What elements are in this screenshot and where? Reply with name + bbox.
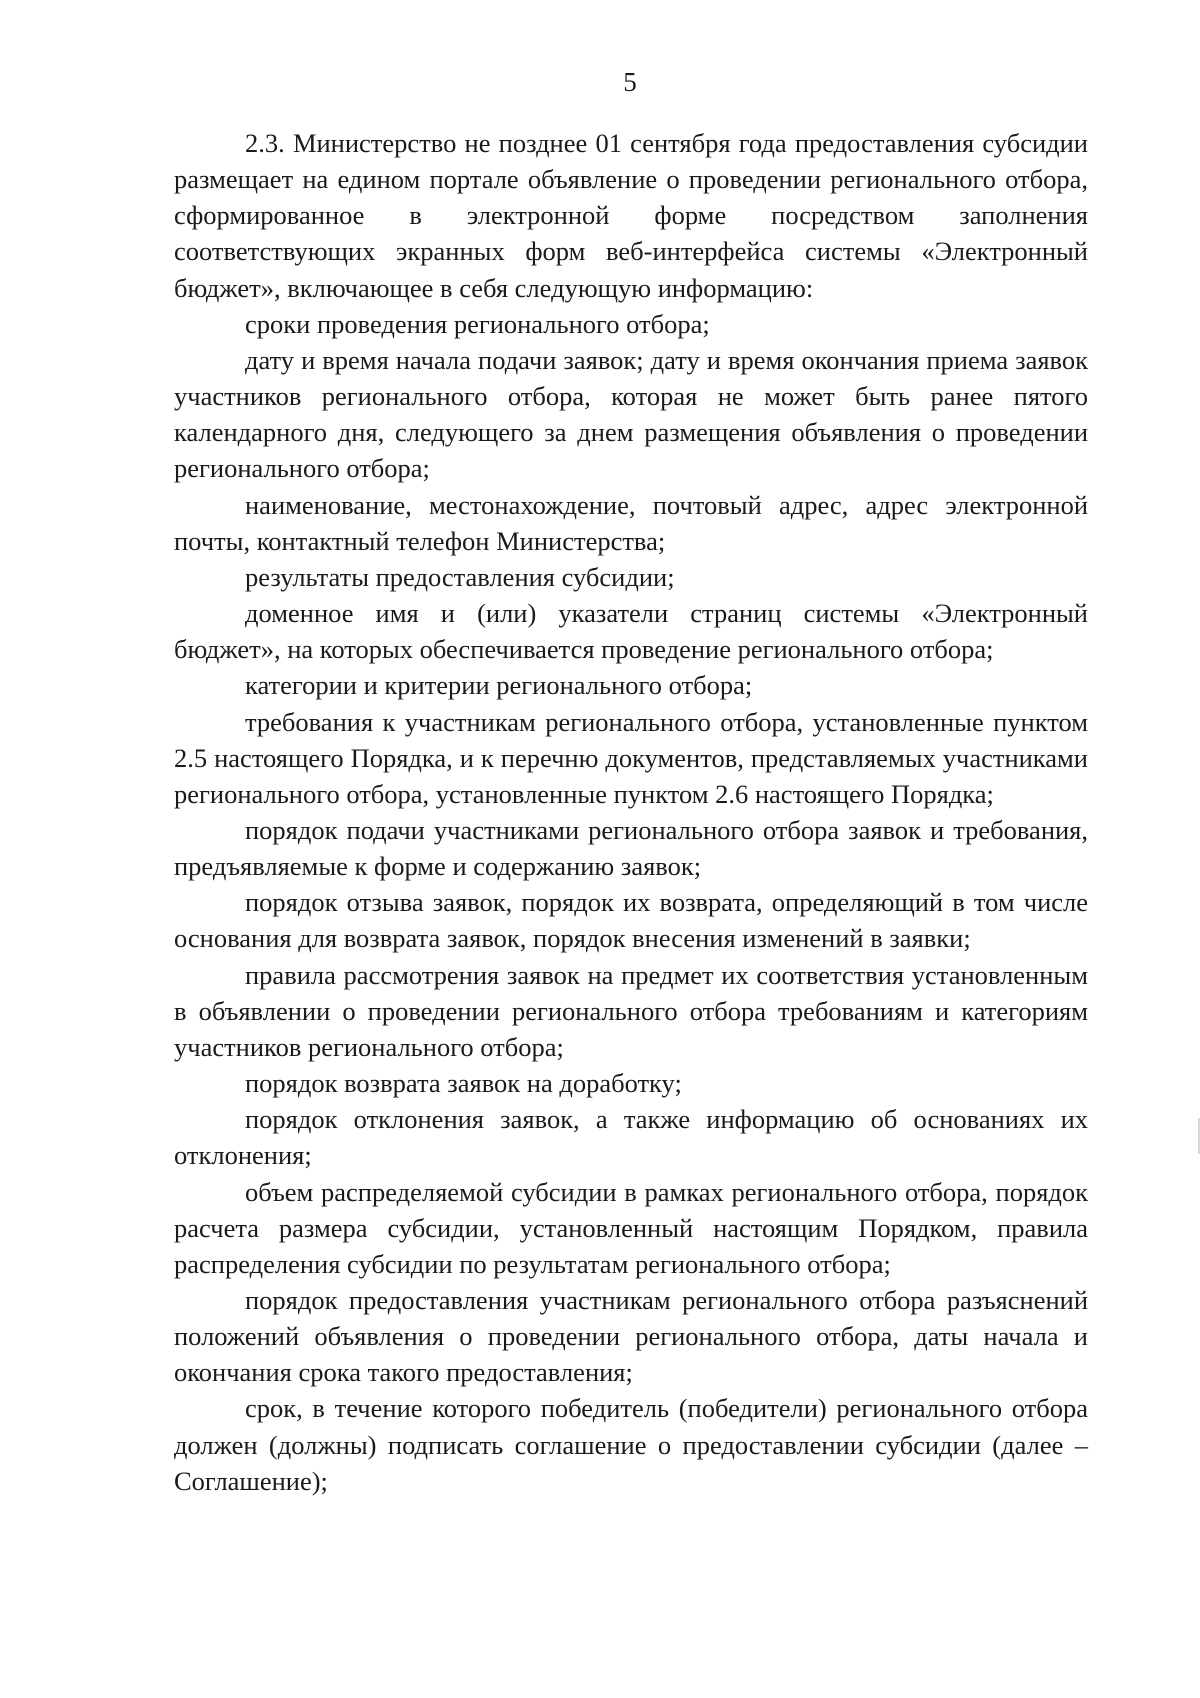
list-item-clarifications: порядок предоставления участникам регионального отбора разъяснений положений объявления о проведении регионального отбора, даты начала и окончания срока такого предоставления; <box>174 1285 1088 1388</box>
list-item-application-dates: дату и время начала подачи заявок; дату и время окончания приема заявок участников регионального отбора, которая не может быть ранее пятого календарного дня, следующего за днем размещения объявления о проведении регионального отбора; <box>174 344 1088 484</box>
list-item-subsidy-results: результаты предоставления субсидии; <box>245 561 675 592</box>
list-item-withdrawal-procedure: порядок отзыва заявок, порядок их возврата, определяющий в том числе основания для возврата заявок, порядок внесения изменений в заявки; <box>174 887 1088 954</box>
document-body <box>174 125 1088 1499</box>
list-item-return-for-revision: порядок возврата заявок на доработку; <box>245 1068 682 1099</box>
list-item-submission-procedure: порядок подачи участниками регионального отбора заявок и требования, предъявляемые к форме и содержанию заявок; <box>174 814 1088 882</box>
list-item-agreement-deadline: срок, в течение которого победитель (победители) регионального отбора должен (должны) подписать соглашение о предоставлении субсидии (далее – Соглашение); <box>174 1393 1088 1496</box>
list-item-ministry-contacts: наименование, местонахождение, почтовый адрес, адрес электронной почты, контактный телефон Министерства; <box>174 489 1088 556</box>
page-number: 5 <box>623 67 637 97</box>
list-item-categories-criteria: категории и критерии регионального отбора; <box>245 670 753 701</box>
list-item-rejection-procedure: порядок отклонения заявок, а также информацию об основаниях их отклонения; <box>174 1104 1088 1171</box>
list-item-selection-terms: сроки проведения регионального отбора; <box>245 308 710 339</box>
list-item-review-rules: правила рассмотрения заявок на предмет их соответствия установленным в объявлении о проведении регионального отбора требованиям и категориям участников регионального отбора; <box>174 959 1088 1062</box>
list-item-participant-requirements: требования к участникам регионального отбора, установленные пунктом 2.5 настоящего Порядка, и к перечню документов, представляемых участниками регионального отбора, установленные пунктом 2.6 настоящего Порядка; <box>174 706 1088 809</box>
list-item-domain-name: доменное имя и (или) указатели страниц системы «Электронный бюджет», на которых обеспечивается проведение регионального отбора; <box>174 598 1088 665</box>
paragraph-2-3-intro: 2.3. Министерство не позднее 01 сентября года предоставления субсидии размещает на едином портале объявление о проведении регионального отбора, сформированное в электронной форме посредством заполнения соответствующих экранных форм веб-интерфейса системы «Электронный бюджет», включающее в себя следующую информацию: <box>174 128 1088 303</box>
list-item-subsidy-volume: объем распределяемой субсидии в рамках регионального отбора, порядок расчета размера субсидии, установленный настоящим Порядком, правила распределения субсидии по результатам регионального отбора; <box>174 1176 1088 1279</box>
